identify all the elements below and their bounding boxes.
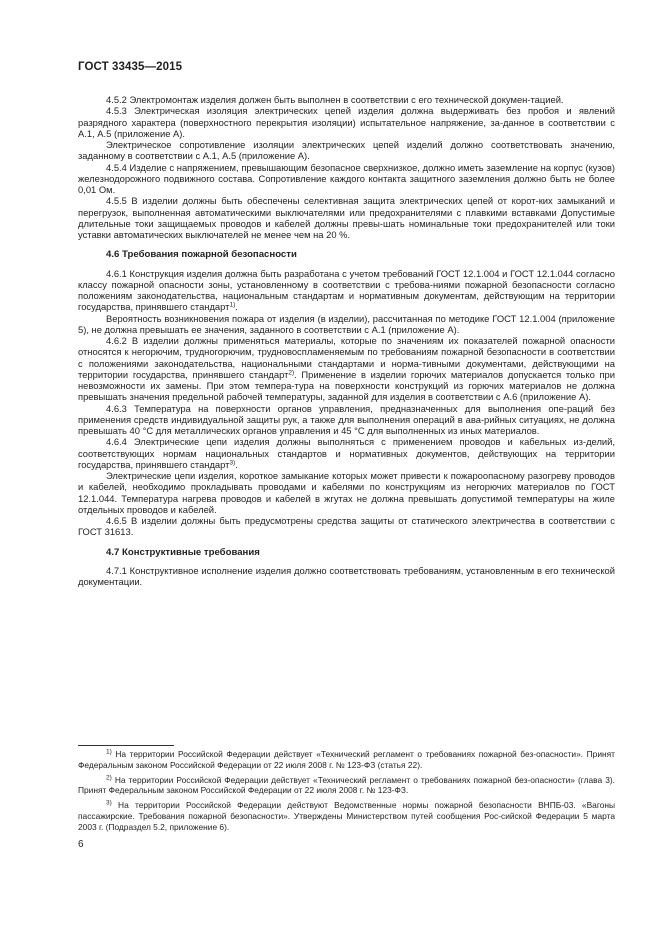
- footnote-3-text: На территории Российской Федерации действуют Ведомственные нормы пожарной безопасности ВНПБ-03. «Вагоны пассажирские. Требования пожарной безопасности». Утверждены Министерством путей сообщения Рос-сийской Федерации 5 марта 2003 г. (Подраздел 5.2, приложение 6).: [78, 800, 615, 832]
- clause-4-5-3-resistance: Электрическое сопротивление изоляции электрических цепей изделий должно соответствовать значению, заданному в соответствии с А.1, А.5 (приложение А).: [78, 139, 615, 162]
- footnote-1-text: На территории Российской Федерации действует «Технический регламент о требованиях пожарной без-опасности». Принят Федеральным законом Российской Федерации от 22 июля 2008 г. № 123-ФЗ (статья 22).: [78, 749, 616, 770]
- clause-4-7-1: 4.7.1 Конструктивное исполнение изделия должно соответствовать требованиям, установленным в его технической документации.: [78, 564, 615, 587]
- footnote-2-text: На территории Российской Федерации действует «Технический регламент о требованиях пожарной без-опасности» (глава 3). Принят Федеральным законом Российской Федерации от 22 июля 2008 г. № 123-ФЗ.: [78, 774, 615, 796]
- footnote-1-marker: 1): [106, 748, 112, 756]
- clause-4-5-3: 4.5.3 Электрическая изоляция электрических цепей изделия должна выдерживать без пробоя и явлений разрядного характера (поверхностного перекрытия изоляции) испытательное напряжение, за-данное в соответствии с А.1, А.5 (приложение А).: [78, 105, 615, 139]
- clause-4-6-2-text: 4.6.2 В изделии должны применяться материалы, которые по значениям их показателей пожарной опасности относятся к негорючим, трудногорючим, трудновоспламеняемым по требованиям пожарной безопасности в соответствии с положениями законодательства, национальными стандартами и норма-тивными документами, действующими на территории государства, принявшего стандарт: [78, 335, 615, 380]
- footnote-ref-2[interactable]: 2): [288, 369, 295, 377]
- footnote-1: [78, 749, 615, 771]
- section-heading-4-7: 4.7 Конструктивные требования: [106, 546, 260, 558]
- footnotes: [78, 749, 615, 833]
- clause-4-6-3: 4.6.3 Температура на поверхности органов управления, предназначенных для выполнения опе-раций без применения средств индивидуальной защиты рук, а также для выполнения операций в ава-рийных ситуациях, не должна превышать 40 °С для металлических органов управления и 45 °С для выполненных из иных материалов.: [78, 402, 615, 436]
- clause-4-5-5: 4.5.5 В изделии должны быть обеспечены селективная защита электрических цепей от корот-ких замыканий и перегрузок, выполненная автоматическими выключателями или предохранителями с плавкими вставками Допустимые длительные токи защищаемых проводов и кабелей должны превы-шать номинальные токи предохранителей или токи уставки автоматических выключателей не менее чем на 20 %.: [78, 195, 615, 240]
- page-number: 6: [78, 839, 84, 850]
- footnote-divider: [78, 745, 174, 746]
- footnote-2: [78, 775, 615, 797]
- clause-4-6-4-text: 4.6.4 Электрические цепи изделия должны выполняться с применением проводов и кабельных из-делий, соответствующих нормам национальных стандартов и нормативных документов, действующих на территории государства, принявшего стандарт: [78, 436, 615, 470]
- clause-4-6-2: [78, 335, 615, 403]
- footnote-3: [78, 800, 615, 832]
- clause-4-5-4: 4.5.4 Изделие с напряжением, превышающим безопасное сверхнизкое, должно иметь заземление на корпус (кузов) железнодорожного подвижного состава. Сопротивление каждого контакта защитного заземления должно быть не более 0,01 Ом.: [78, 161, 615, 195]
- clause-4-6-2-text-cont: . Применение в изделии горючих материалов допускается только при невозможности их замены. При этом темпера-тура на поверхности конструкций из горючих материалов не должна превышать значения предельной рабочей температуры, заданной для изделия в соответствии с А.6 (приложение А).: [78, 368, 615, 403]
- clause-4-5-2: 4.5.2 Электромонтаж изделия должен быть выполнен в соответствии с его технической докумен-тацией.: [106, 94, 564, 105]
- footnote-2-marker: 2): [106, 774, 112, 782]
- clause-4-6-4-circuits: Электрические цепи изделия, короткое замыкание которых может привести к пожароопасному разогреву проводов и кабелей, необходимо прокладывать проводами и кабелями по конструкциям из негорючих материалов по ГОСТ 12.1.044. Температура нагрева проводов и кабелей в жгутах не должна превышать допустимой температуры на жиле отдельных проводов и кабелей.: [78, 470, 615, 515]
- clause-4-6-1-text: 4.6.1 Конструкция изделия должна быть разработана с учетом требований ГОСТ 12.1.004 и ГОСТ 12.1.044 согласно классу пожарной опасности зоны, установленному в соответствии с требова-ниями пожарной безопасности согласно положениям законодательства, национальным стандартам и нормативным документам, действующим на территории государства, принявшего стандарт: [78, 267, 615, 313]
- clause-4-6-1-probability: Вероятность возникновения пожара от изделия (в изделии), рассчитанная по методике ГОСТ 12.1.004 (приложение 5), не должна превышать ее значения, заданного в соответствии с А.1 (приложение А).: [78, 312, 615, 335]
- page-header-title: ГОСТ 33435—2015: [78, 61, 183, 73]
- footnote-ref-1[interactable]: 1): [229, 301, 236, 309]
- section-heading-4-6: 4.6 Требования пожарной безопасности: [106, 249, 297, 261]
- footnote-3-marker: 3): [106, 799, 112, 807]
- clause-4-6-4: 4.6.4 Электрические цепи изделия должны выполняться с применением проводов и кабельных из-делий, соответствующих нормам национальных стандартов и нормативных документов, действующих на территории государства, принявшего стандарт$^{3)}$.: [78, 436, 615, 470]
- main-text: [78, 94, 615, 587]
- clause-4-6-1: 4.6.1 Конструкция изделия должна быть разработана с учетом требований ГОСТ 12.1.004 и ГОСТ 12.1.044 согласно классу пожарной опасности зоны, установленному в соответствии с требова-ниями пожарной безопасности согласно положениям законодательства, национальным стандартам и нормативным документам, действующим на территории государства, принявшего стандарт$^{1)}$.: [78, 267, 615, 313]
- clause-4-6-5: 4.6.5 В изделии должны быть предусмотрены средства защиты от статического электричества в соответствии с ГОСТ 31613.: [78, 515, 615, 538]
- footnote-ref-3[interactable]: 3): [229, 459, 236, 467]
